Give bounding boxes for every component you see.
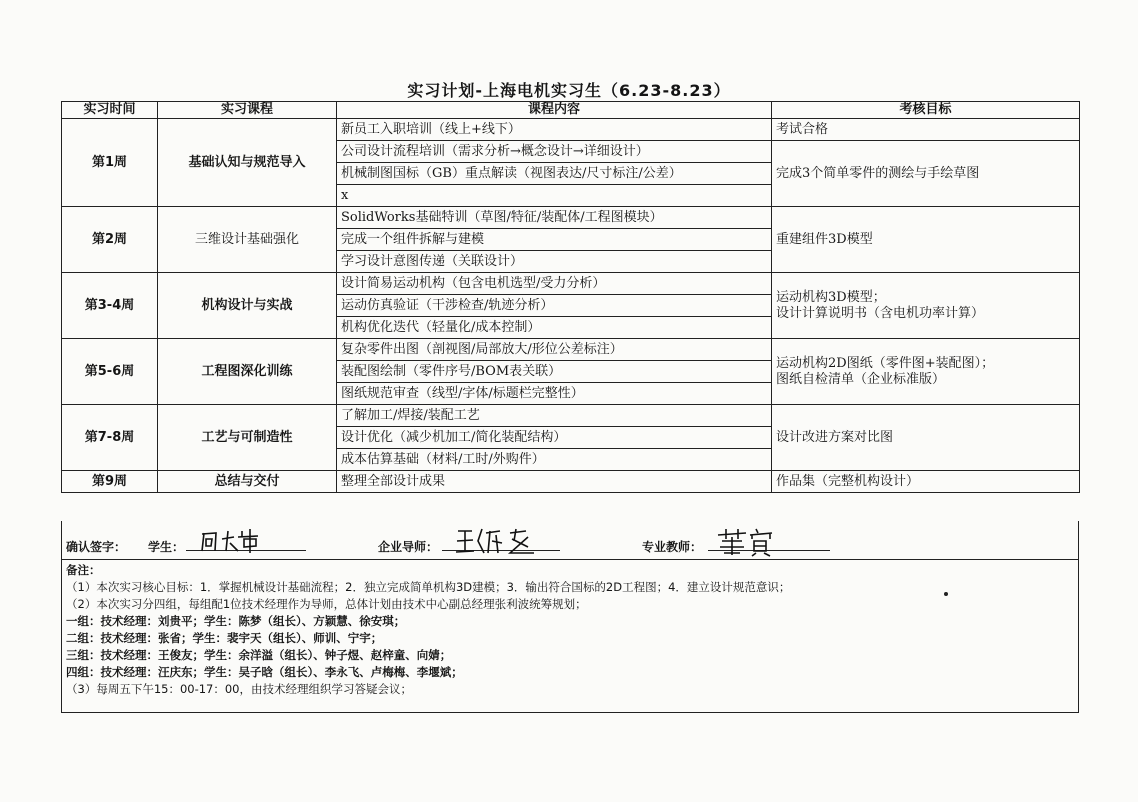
content-item: 复杂零件出图（剖视图/局部放大/形位公差标注） <box>337 339 772 361</box>
target-cell: 完成3个简单零件的测绘与手绘草图 <box>772 141 1080 207</box>
header-time: 实习时间 <box>62 102 158 119</box>
content-item: SolidWorks基础特训（草图/特征/装配体/工程图模块） <box>337 207 772 229</box>
content-item: 整理全部设计成果 <box>337 471 772 493</box>
week-cell: 第7-8周 <box>62 405 158 471</box>
content-item: 设计简易运动机构（包含电机选型/受力分析） <box>337 273 772 295</box>
header-course: 实习课程 <box>158 102 337 119</box>
content-item: 了解加工/焊接/装配工艺 <box>337 405 772 427</box>
note-line: （3）每周五下午15：00-17：00，由技术经理组织学习答疑会议； <box>66 682 412 696</box>
week-cell: 第5-6周 <box>62 339 158 405</box>
teacher-name-text <box>862 531 894 554</box>
target-cell <box>772 339 1080 405</box>
content-item: 运动仿真验证（干涉检查/轨迹分析） <box>337 295 772 317</box>
notes-heading: 备注： <box>66 563 101 577</box>
table-header-row <box>62 102 1080 119</box>
target-cell: 重建组件3D模型 <box>772 207 1080 273</box>
content-item: x <box>337 185 772 207</box>
content-item: 设计优化（减少机加工/简化装配结构） <box>337 427 772 449</box>
note-line: 四组：技术经理：汪庆东；学生：吴子晗（组长）、李永飞、卢梅梅、李堰斌； <box>66 665 463 679</box>
scan-speck <box>944 592 948 596</box>
target-line: 图纸自检清单（企业标准版） <box>776 371 946 387</box>
teacher-label: 专业教师： <box>642 540 703 554</box>
content-item: 公司设计流程培训（需求分析→概念设计→详细设计） <box>337 141 772 163</box>
target-line: 设计计算说明书（含电机功率计算） <box>776 305 985 321</box>
content-item: 成本估算基础（材料/工时/外购件） <box>337 449 772 471</box>
target-cell: 设计改进方案对比图 <box>772 405 1080 471</box>
mentor-signature <box>454 525 554 557</box>
content-item: 机构优化迭代（轻量化/成本控制） <box>337 317 772 339</box>
content-item: 机械制图国标（GB）重点解读（视图表达/尺寸标注/公差） <box>337 163 772 185</box>
content-item: 装配图绘制（零件序号/BOM表关联） <box>337 361 772 383</box>
course-cell: 三维设计基础强化 <box>158 207 337 273</box>
table-row <box>62 207 1080 229</box>
table-row <box>62 405 1080 427</box>
content-item: 完成一个组件拆解与建模 <box>337 229 772 251</box>
student-signature <box>198 525 288 555</box>
table-row <box>62 471 1080 493</box>
note-line: （1）本次实习核心目标：1．掌握机械设计基础流程；2．独立完成简单机构3D建模；3．输出符合国标的2D工程图；4．建立设计规范意识； <box>66 580 791 594</box>
course-cell: 总结与交付 <box>158 471 337 493</box>
table-row <box>62 339 1080 361</box>
internship-plan-table <box>61 101 1080 493</box>
week-cell: 第3-4周 <box>62 273 158 339</box>
content-item: 图纸规范审查（线型/字体/标题栏完整性） <box>337 383 772 405</box>
course-cell: 机构设计与实战 <box>158 273 337 339</box>
table-row <box>62 119 1080 141</box>
target-line: 运动机构2D图纸（零件图+装配图）； <box>776 355 995 371</box>
signature-row <box>61 521 1079 560</box>
note-line: （2）本次实习分四组，每组配1位技术经理作为导师，总体计划由技术中心副总经理张利波统筹规划； <box>66 597 587 611</box>
week-cell: 第1周 <box>62 119 158 207</box>
teacher-signature <box>716 525 812 557</box>
document-title: 实习计划-上海电机实习生（6.23-8.23） <box>407 81 731 100</box>
note-line: 一组：技术经理：刘贵平；学生：陈梦（组长）、方颖慧、徐安琪； <box>66 614 406 628</box>
course-cell: 工艺与可制造性 <box>158 405 337 471</box>
week-cell: 第9周 <box>62 471 158 493</box>
mentor-label: 企业导师： <box>378 540 439 554</box>
notes-section <box>61 559 1079 713</box>
course-cell: 基础认知与规范导入 <box>158 119 337 207</box>
target-line: 运动机构3D模型； <box>776 289 886 305</box>
header-content: 课程内容 <box>337 102 772 119</box>
note-line: 二组：技术经理：张省；学生：裴宇天（组长）、师训、宁宇； <box>66 631 383 645</box>
student-label: 学生： <box>148 540 185 554</box>
confirm-label: 确认签字： <box>66 540 127 554</box>
content-item: 新员工入职培训（线上+线下） <box>337 119 772 141</box>
note-line: 三组：技术经理：王俊友；学生：余洋溢（组长）、钟子煜、赵梓童、向婧； <box>66 648 452 662</box>
header-target: 考核目标 <box>772 102 1080 119</box>
target-cell: 作品集（完整机构设计） <box>772 471 1080 493</box>
table-row <box>62 273 1080 295</box>
week-cell: 第2周 <box>62 207 158 273</box>
target-cell <box>772 273 1080 339</box>
course-cell: 工程图深化训练 <box>158 339 337 405</box>
content-item: 学习设计意图传递（关联设计） <box>337 251 772 273</box>
target-cell: 考试合格 <box>772 119 1080 141</box>
